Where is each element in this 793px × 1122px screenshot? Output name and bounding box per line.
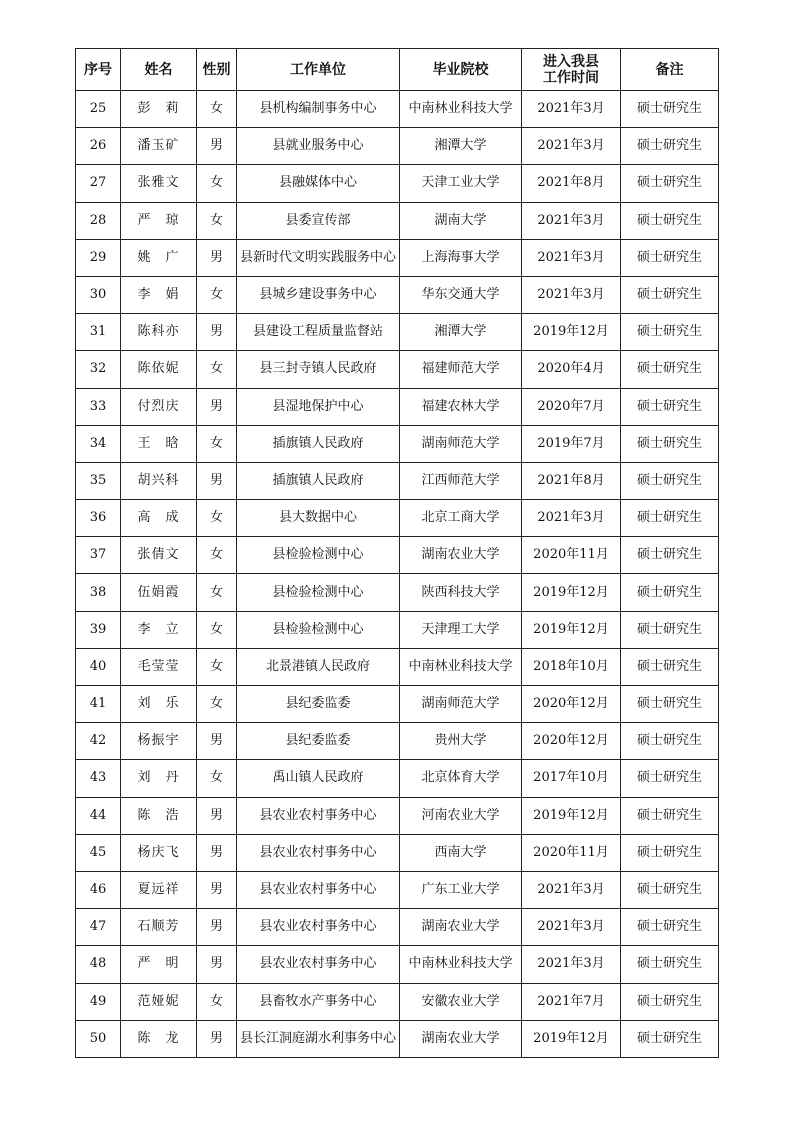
table-row [76, 239, 719, 276]
cell-name: 姚 广 [121, 239, 197, 276]
cell-entry-time: 2020年7月 [522, 388, 621, 425]
header-entry-time-line2: 工作时间 [543, 69, 599, 86]
cell-entry-time: 2020年11月 [522, 537, 621, 574]
cell-school: 湖南农业大学 [400, 909, 522, 946]
cell-entry-time: 2020年12月 [522, 686, 621, 723]
cell-entry-time: 2017年10月 [522, 760, 621, 797]
cell-unit [237, 202, 400, 239]
cell-entry-time: 2020年12月 [522, 723, 621, 760]
cell-gender: 男 [197, 128, 237, 165]
cell-entry-time: 2021年8月 [522, 462, 621, 499]
cell-seq: 34 [76, 425, 121, 462]
cell-name: 杨振宇 [121, 723, 197, 760]
table-row [76, 611, 719, 648]
cell-school: 贵州大学 [400, 723, 522, 760]
cell-gender: 男 [197, 239, 237, 276]
cell-entry-time: 2021年3月 [522, 500, 621, 537]
cell-entry-time: 2021年3月 [522, 91, 621, 128]
table-row [76, 537, 719, 574]
cell-name: 严 琼 [121, 202, 197, 239]
cell-name: 伍娟霞 [121, 574, 197, 611]
cell-unit [237, 537, 400, 574]
cell-unit-text: 县检验检测中心 [272, 584, 364, 600]
table-row [76, 202, 719, 239]
cell-school: 西南大学 [400, 834, 522, 871]
table-row [76, 834, 719, 871]
cell-unit [237, 611, 400, 648]
cell-school: 天津工业大学 [400, 165, 522, 202]
cell-school: 广东工业大学 [400, 871, 522, 908]
cell-school: 安徽农业大学 [400, 983, 522, 1020]
cell-name: 毛莹莹 [121, 648, 197, 685]
cell-seq: 49 [76, 983, 121, 1020]
cell-unit [237, 351, 400, 388]
cell-entry-time: 2019年12月 [522, 797, 621, 834]
cell-unit-text: 县城乡建设事务中心 [259, 287, 377, 303]
cell-unit [237, 946, 400, 983]
table-row [76, 500, 719, 537]
cell-seq: 27 [76, 165, 121, 202]
cell-school: 湖南农业大学 [400, 537, 522, 574]
cell-entry-time: 2019年12月 [522, 611, 621, 648]
header-name: 姓名 [121, 49, 197, 91]
cell-name: 王 晗 [121, 425, 197, 462]
cell-entry-time: 2021年3月 [522, 239, 621, 276]
header-gender: 性别 [197, 49, 237, 91]
cell-entry-time: 2019年7月 [522, 425, 621, 462]
cell-unit-text: 县农业农村事务中心 [259, 807, 377, 823]
cell-unit-text: 县农业农村事务中心 [259, 919, 377, 935]
cell-remark: 硕士研究生 [621, 425, 719, 462]
cell-gender: 女 [197, 983, 237, 1020]
cell-remark: 硕士研究生 [621, 537, 719, 574]
cell-name: 彭 莉 [121, 91, 197, 128]
cell-unit [237, 871, 400, 908]
cell-gender: 女 [197, 165, 237, 202]
table-row [76, 723, 719, 760]
cell-unit [237, 314, 400, 351]
cell-gender: 男 [197, 723, 237, 760]
cell-gender: 女 [197, 648, 237, 685]
cell-entry-time: 2021年3月 [522, 202, 621, 239]
cell-gender: 男 [197, 797, 237, 834]
cell-gender: 男 [197, 314, 237, 351]
cell-remark: 硕士研究生 [621, 165, 719, 202]
cell-gender: 女 [197, 202, 237, 239]
cell-entry-time: 2021年3月 [522, 871, 621, 908]
table-row [76, 128, 719, 165]
table-row [76, 165, 719, 202]
cell-school: 北京工商大学 [400, 500, 522, 537]
cell-seq: 39 [76, 611, 121, 648]
table-header-row [76, 49, 719, 91]
cell-gender: 女 [197, 537, 237, 574]
cell-entry-time: 2019年12月 [522, 314, 621, 351]
header-entry-time-line1: 进入我县 [543, 53, 599, 70]
cell-remark: 硕士研究生 [621, 276, 719, 313]
cell-unit [237, 760, 400, 797]
cell-remark: 硕士研究生 [621, 239, 719, 276]
cell-seq: 46 [76, 871, 121, 908]
cell-seq: 48 [76, 946, 121, 983]
cell-entry-time: 2021年7月 [522, 983, 621, 1020]
cell-entry-time: 2018年10月 [522, 648, 621, 685]
cell-remark: 硕士研究生 [621, 909, 719, 946]
cell-unit [237, 91, 400, 128]
cell-gender: 男 [197, 388, 237, 425]
cell-gender: 男 [197, 946, 237, 983]
cell-gender: 女 [197, 611, 237, 648]
cell-unit [237, 425, 400, 462]
cell-remark: 硕士研究生 [621, 797, 719, 834]
cell-school: 天津理工大学 [400, 611, 522, 648]
cell-school: 福建师范大学 [400, 351, 522, 388]
cell-remark: 硕士研究生 [621, 1020, 719, 1057]
cell-remark: 硕士研究生 [621, 983, 719, 1020]
cell-seq: 29 [76, 239, 121, 276]
cell-remark: 硕士研究生 [621, 648, 719, 685]
cell-remark: 硕士研究生 [621, 686, 719, 723]
table-row [76, 686, 719, 723]
cell-remark: 硕士研究生 [621, 388, 719, 425]
cell-seq: 32 [76, 351, 121, 388]
cell-seq: 31 [76, 314, 121, 351]
cell-unit-text: 县大数据中心 [278, 510, 357, 526]
cell-unit-text: 县湿地保护中心 [272, 398, 364, 414]
cell-unit-text: 插旗镇人民政府 [272, 435, 364, 451]
cell-unit-text: 县农业农村事务中心 [259, 844, 377, 860]
cell-unit-text: 县委宣传部 [285, 212, 351, 228]
cell-seq: 38 [76, 574, 121, 611]
cell-school: 陕西科技大学 [400, 574, 522, 611]
cell-seq: 25 [76, 91, 121, 128]
cell-name: 张倩文 [121, 537, 197, 574]
cell-gender: 女 [197, 574, 237, 611]
cell-unit-text: 县纪委监委 [285, 733, 351, 749]
cell-school: 中南林业科技大学 [400, 946, 522, 983]
cell-unit [237, 574, 400, 611]
cell-remark: 硕士研究生 [621, 314, 719, 351]
cell-unit-text: 县三封寺镇人民政府 [259, 361, 377, 377]
cell-entry-time: 2021年3月 [522, 276, 621, 313]
cell-remark: 硕士研究生 [621, 91, 719, 128]
cell-gender: 女 [197, 500, 237, 537]
cell-seq: 26 [76, 128, 121, 165]
cell-unit [237, 276, 400, 313]
cell-unit [237, 648, 400, 685]
cell-name: 严 明 [121, 946, 197, 983]
cell-seq: 37 [76, 537, 121, 574]
table-row [76, 314, 719, 351]
table-row [76, 760, 719, 797]
cell-unit [237, 983, 400, 1020]
cell-seq: 36 [76, 500, 121, 537]
cell-entry-time: 2021年3月 [522, 946, 621, 983]
header-seq: 序号 [76, 49, 121, 91]
cell-name: 李 立 [121, 611, 197, 648]
cell-gender: 女 [197, 276, 237, 313]
cell-gender: 女 [197, 351, 237, 388]
cell-school: 湘潭大学 [400, 314, 522, 351]
table-row [76, 1020, 719, 1057]
cell-unit [237, 388, 400, 425]
cell-name: 潘玉矿 [121, 128, 197, 165]
cell-unit [237, 909, 400, 946]
cell-name: 陈科亦 [121, 314, 197, 351]
cell-unit [237, 797, 400, 834]
table-row [76, 574, 719, 611]
cell-school: 上海海事大学 [400, 239, 522, 276]
cell-name: 李 娟 [121, 276, 197, 313]
cell-name: 高 成 [121, 500, 197, 537]
header-school: 毕业院校 [400, 49, 522, 91]
cell-school: 中南林业科技大学 [400, 648, 522, 685]
cell-name: 范娅妮 [121, 983, 197, 1020]
cell-entry-time: 2019年12月 [522, 574, 621, 611]
cell-name: 胡兴科 [121, 462, 197, 499]
cell-entry-time: 2021年3月 [522, 909, 621, 946]
cell-unit-text: 北景港镇人民政府 [265, 658, 370, 674]
cell-remark: 硕士研究生 [621, 500, 719, 537]
table-row [76, 648, 719, 685]
cell-unit [237, 1020, 400, 1057]
cell-school: 江西师范大学 [400, 462, 522, 499]
cell-unit [237, 834, 400, 871]
cell-seq: 35 [76, 462, 121, 499]
cell-school: 北京体育大学 [400, 760, 522, 797]
cell-gender: 女 [197, 91, 237, 128]
cell-gender: 男 [197, 834, 237, 871]
cell-seq: 42 [76, 723, 121, 760]
cell-unit-text: 县就业服务中心 [272, 138, 364, 154]
table-row [76, 871, 719, 908]
cell-unit [237, 128, 400, 165]
cell-school: 福建农林大学 [400, 388, 522, 425]
cell-unit-text: 县检验检测中心 [272, 621, 364, 637]
cell-name: 陈依妮 [121, 351, 197, 388]
cell-school: 湖南农业大学 [400, 1020, 522, 1057]
cell-unit-text: 禹山镇人民政府 [272, 770, 364, 786]
cell-unit-text: 县新时代文明实践服务中心 [239, 249, 396, 265]
cell-remark: 硕士研究生 [621, 574, 719, 611]
cell-unit-text: 县长江洞庭湖水利事务中心 [239, 1030, 396, 1046]
table-row [76, 462, 719, 499]
cell-gender: 男 [197, 1020, 237, 1057]
cell-gender: 男 [197, 871, 237, 908]
cell-name: 陈 龙 [121, 1020, 197, 1057]
cell-remark: 硕士研究生 [621, 462, 719, 499]
table-row [76, 909, 719, 946]
cell-unit-text: 县融媒体中心 [278, 175, 357, 191]
cell-unit-text: 县农业农村事务中心 [259, 956, 377, 972]
cell-seq: 40 [76, 648, 121, 685]
cell-seq: 43 [76, 760, 121, 797]
cell-remark: 硕士研究生 [621, 871, 719, 908]
cell-unit-text: 县建设工程质量监督站 [252, 324, 383, 340]
cell-remark: 硕士研究生 [621, 760, 719, 797]
cell-seq: 50 [76, 1020, 121, 1057]
cell-unit [237, 686, 400, 723]
cell-remark: 硕士研究生 [621, 202, 719, 239]
cell-entry-time: 2021年8月 [522, 165, 621, 202]
cell-seq: 44 [76, 797, 121, 834]
table-row [76, 983, 719, 1020]
table-body [76, 91, 719, 1058]
cell-school: 湘潭大学 [400, 128, 522, 165]
table-row [76, 91, 719, 128]
table-row [76, 276, 719, 313]
table-row [76, 351, 719, 388]
cell-name: 石顺芳 [121, 909, 197, 946]
cell-name: 付烈庆 [121, 388, 197, 425]
cell-unit [237, 500, 400, 537]
cell-school: 中南林业科技大学 [400, 91, 522, 128]
cell-seq: 47 [76, 909, 121, 946]
cell-gender: 男 [197, 909, 237, 946]
cell-remark: 硕士研究生 [621, 723, 719, 760]
table-row [76, 946, 719, 983]
cell-seq: 30 [76, 276, 121, 313]
cell-unit-text: 县机构编制事务中心 [259, 101, 377, 117]
cell-unit [237, 165, 400, 202]
cell-name: 夏远祥 [121, 871, 197, 908]
header-remark: 备注 [621, 49, 719, 91]
cell-name: 刘 丹 [121, 760, 197, 797]
cell-gender: 男 [197, 462, 237, 499]
cell-gender: 女 [197, 760, 237, 797]
table-row [76, 388, 719, 425]
table-row [76, 425, 719, 462]
personnel-table [75, 48, 719, 1058]
cell-gender: 女 [197, 425, 237, 462]
cell-name: 刘 乐 [121, 686, 197, 723]
cell-unit-text: 县纪委监委 [285, 696, 351, 712]
cell-unit [237, 239, 400, 276]
cell-school: 湖南大学 [400, 202, 522, 239]
cell-gender: 女 [197, 686, 237, 723]
cell-entry-time: 2020年11月 [522, 834, 621, 871]
cell-unit-text: 县农业农村事务中心 [259, 882, 377, 898]
cell-entry-time: 2019年12月 [522, 1020, 621, 1057]
cell-remark: 硕士研究生 [621, 834, 719, 871]
cell-entry-time: 2021年3月 [522, 128, 621, 165]
cell-unit-text: 插旗镇人民政府 [272, 472, 364, 488]
cell-remark: 硕士研究生 [621, 611, 719, 648]
cell-unit-text: 县检验检测中心 [272, 547, 364, 563]
cell-remark: 硕士研究生 [621, 128, 719, 165]
cell-unit-text: 县畜牧水产事务中心 [259, 993, 377, 1009]
cell-seq: 41 [76, 686, 121, 723]
cell-school: 湖南师范大学 [400, 686, 522, 723]
header-entry-time [522, 49, 621, 91]
cell-name: 陈 浩 [121, 797, 197, 834]
cell-name: 杨庆飞 [121, 834, 197, 871]
cell-school: 河南农业大学 [400, 797, 522, 834]
cell-entry-time: 2020年4月 [522, 351, 621, 388]
table-row [76, 797, 719, 834]
cell-name: 张雅文 [121, 165, 197, 202]
cell-school: 华东交通大学 [400, 276, 522, 313]
cell-remark: 硕士研究生 [621, 946, 719, 983]
cell-unit [237, 462, 400, 499]
cell-seq: 45 [76, 834, 121, 871]
cell-seq: 28 [76, 202, 121, 239]
cell-unit [237, 723, 400, 760]
cell-seq: 33 [76, 388, 121, 425]
cell-remark: 硕士研究生 [621, 351, 719, 388]
cell-school: 湖南师范大学 [400, 425, 522, 462]
header-unit: 工作单位 [237, 49, 400, 91]
